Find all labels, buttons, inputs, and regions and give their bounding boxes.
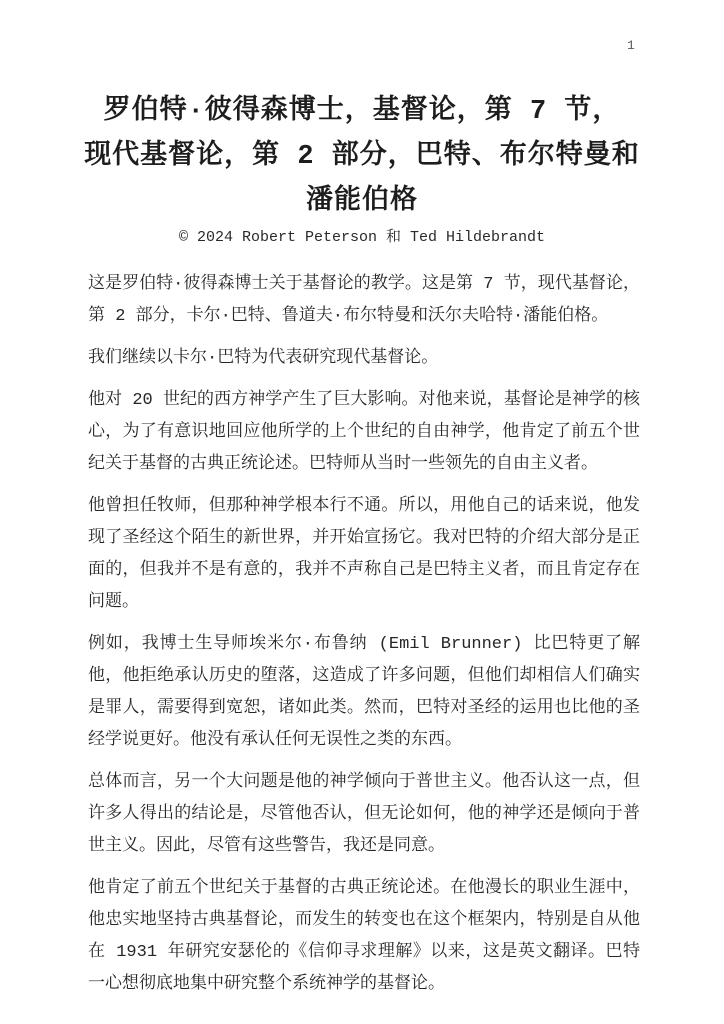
paragraph-6: 总体而言，另一个大问题是他的神学倾向于普世主义。他否认这一点，但许多人得出的结论是，尽管他否认，但无论如何，他的神学还是倾向于普世主义。因此，尽管有这些警告，我还是同意。 [88, 773, 640, 856]
page-number: 1 [627, 38, 635, 53]
paragraph-5: 例如，我博士生导师埃米尔·布鲁纳 (Emil Brunner) 比巴特更了解他，他拒绝承认历史的堕落，这造成了许多问题，但他们却相信人们确实是罪人，需要得到宽恕，诸如此类。然而，巴特对圣经的运用也比他的圣经学说更好。他没有承认任何无误性之类的东西。 [88, 635, 640, 750]
paragraph-2: 我们继续以卡尔·巴特为代表研究现代基督论。 [88, 349, 439, 368]
paragraph-1: 这是罗伯特·彼得森博士关于基督论的教学。这是第 7 节，现代基督论，第 2 部分，卡尔·巴特、鲁道夫·布尔特曼和沃尔夫哈特·潘能伯格。 [88, 275, 640, 326]
paragraph-4: 他曾担任牧师，但那种神学根本行不通。所以，用他自己的话来说，他发现了圣经这个陌生的新世界，并开始宣扬它。我对巴特的介绍大部分是正面的，但我并不是有意的，我并不声称自己是巴特主义者，而且肯定存在问题。 [88, 497, 640, 612]
title-line-3: 潘能伯格 [306, 187, 418, 217]
copyright-line: © 2024 Robert Peterson 和 Ted Hildebrandt [178, 229, 546, 246]
paragraph-3: 他对 20 世纪的西方神学产生了巨大影响。对他来说，基督论是神学的核心，为了有意识地回应他所学的上个世纪的自由神学，他肯定了前五个世纪关于基督的古典正统论述。巴特师从当时一些领先的自由主义者。 [88, 391, 640, 474]
title-line-1: 罗伯特·彼得森博士，基督论，第 7 节， [103, 97, 621, 127]
document-title [0, 0, 724, 225]
paragraph-7: 他肯定了前五个世纪关于基督的古典正统论述。在他漫长的职业生涯中，他忠实地坚持古典基督论，而发生的转变也在这个框架内，特别是自从他在 1931 年研究安瑟伦的《信仰寻求理解》以来，这是英文翻译。巴特一心想彻底地集中研究整个系统神学的基督论。 [88, 879, 640, 994]
document-body [88, 269, 640, 1001]
title-line-2: 现代基督论，第 2 部分，巴特、布尔特曼和 [84, 142, 640, 172]
